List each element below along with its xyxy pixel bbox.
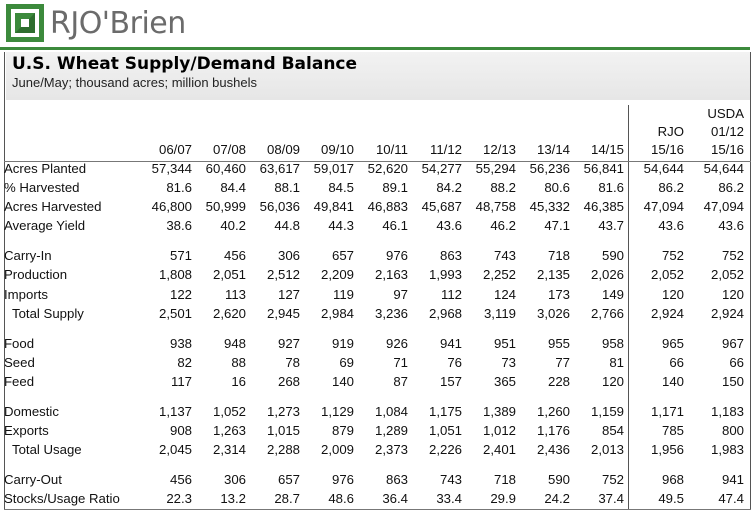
column-header: 01/12 (710, 124, 744, 139)
value-cell: 127 (277, 286, 300, 302)
value-cell: 268 (277, 373, 300, 389)
value-cell: 3,119 (483, 305, 516, 321)
value-cell: 752 (601, 472, 624, 488)
value-cell: 140 (331, 373, 354, 389)
row-label: Acres Harvested (4, 199, 102, 215)
value-cell: 46.1 (382, 218, 408, 234)
value-cell: 863 (439, 248, 462, 264)
value-cell: 1,289 (374, 423, 408, 439)
header-label-cell (4, 123, 138, 141)
value-cell: 47,094 (643, 199, 684, 215)
value-cell: 120 (661, 286, 684, 302)
value-cell: 43.6 (658, 218, 684, 234)
value-cell: 117 (170, 373, 192, 389)
value-cell: 113 (224, 286, 246, 302)
table-row (4, 216, 744, 235)
value-cell: 1,137 (158, 404, 192, 420)
group-spacer (4, 459, 744, 470)
column-header (354, 123, 408, 141)
column-header (408, 123, 462, 141)
value-cell: 46.2 (490, 218, 516, 234)
value-cell: 938 (169, 335, 192, 351)
value-cell: 908 (169, 423, 192, 439)
table-row (4, 285, 744, 304)
value-cell: 743 (493, 248, 516, 264)
value-cell: 2,984 (320, 305, 354, 321)
value-cell: 976 (331, 472, 354, 488)
value-cell: 54,644 (703, 161, 744, 176)
value-cell: 71 (393, 354, 408, 370)
value-cell: 657 (277, 472, 300, 488)
value-cell: 2,766 (590, 305, 624, 321)
value-cell: 87 (393, 373, 408, 389)
table-row (4, 304, 744, 323)
header-row (4, 105, 744, 123)
value-cell: 2,401 (482, 442, 516, 458)
value-cell: 13.2 (220, 491, 246, 507)
value-cell: 919 (331, 335, 354, 351)
value-cell: 47,094 (703, 199, 744, 215)
column-header (138, 123, 192, 141)
row-label: Total Supply (12, 305, 84, 321)
value-cell: 800 (721, 423, 744, 439)
column-header: 08/09 (266, 142, 300, 157)
table-row (4, 421, 744, 440)
value-cell: 306 (223, 472, 246, 488)
column-header (300, 123, 354, 141)
value-cell: 54,644 (643, 161, 684, 176)
table-row (4, 178, 744, 197)
value-cell: 976 (385, 248, 408, 264)
value-cell: 718 (493, 472, 516, 488)
header-label-cell (4, 141, 138, 159)
value-cell: 124 (493, 286, 516, 302)
bottom-border (4, 509, 751, 510)
value-cell: 44.3 (328, 218, 354, 234)
value-cell: 119 (332, 286, 354, 302)
value-cell: 1,263 (212, 423, 246, 439)
value-cell: 150 (721, 373, 744, 389)
value-cell: 140 (661, 373, 684, 389)
value-cell: 63,617 (259, 161, 300, 176)
value-cell: 112 (440, 286, 462, 302)
value-cell: 1,084 (374, 404, 408, 420)
value-cell: 46,883 (367, 199, 408, 215)
right-border (750, 52, 751, 510)
value-cell: 752 (661, 248, 684, 264)
value-cell: 86.2 (718, 180, 744, 196)
value-cell: 37.4 (598, 491, 624, 507)
value-cell: 2,288 (266, 442, 300, 458)
value-cell: 958 (601, 335, 624, 351)
value-cell: 56,841 (583, 161, 624, 176)
value-cell: 2,209 (320, 267, 354, 283)
value-cell: 47.4 (718, 491, 744, 507)
value-cell: 2,135 (536, 267, 570, 283)
value-cell: 173 (547, 286, 570, 302)
spacer-cell (4, 459, 744, 470)
value-cell: 2,026 (590, 267, 624, 283)
supply-demand-table (4, 105, 744, 509)
value-cell: 951 (493, 335, 516, 351)
value-cell: 46,385 (583, 199, 624, 215)
value-cell: 46,800 (151, 199, 192, 215)
value-cell: 752 (721, 248, 744, 264)
value-cell: 1,260 (536, 404, 570, 420)
value-cell: 1,273 (266, 404, 300, 420)
column-header: 11/12 (429, 142, 462, 157)
header-divider (0, 47, 750, 50)
value-cell: 66 (729, 354, 744, 370)
value-cell: 84.2 (436, 180, 462, 196)
value-cell: 88 (231, 354, 246, 370)
value-cell: 48.6 (328, 491, 354, 507)
value-cell: 43.6 (436, 218, 462, 234)
value-cell: 88.2 (490, 180, 516, 196)
table-row (4, 159, 744, 178)
value-cell: 1,956 (650, 442, 684, 458)
page-subtitle: June/May; thousand acres; million bushels (12, 75, 257, 90)
value-cell: 52,620 (367, 161, 408, 176)
table-row (4, 489, 744, 508)
column-header: 10/11 (375, 142, 408, 157)
value-cell: 657 (331, 248, 354, 264)
row-label: Domestic (4, 404, 59, 420)
header-row (4, 141, 744, 159)
value-cell: 81.6 (166, 180, 192, 196)
value-cell: 306 (277, 248, 300, 264)
table-row (4, 265, 744, 284)
column-header: 14/15 (590, 142, 624, 157)
value-cell: 149 (601, 286, 624, 302)
row-label: Feed (4, 373, 35, 389)
value-cell: 76 (447, 354, 462, 370)
value-cell: 24.2 (544, 491, 570, 507)
group-spacer (4, 391, 744, 402)
group-spacer (4, 323, 744, 334)
value-cell: 2,252 (482, 267, 516, 283)
value-cell: 86.2 (658, 180, 684, 196)
table-row (4, 334, 744, 353)
value-cell: 365 (493, 373, 516, 389)
value-cell: 590 (547, 472, 570, 488)
value-cell: 49,841 (313, 199, 354, 215)
value-cell: 2,013 (590, 442, 624, 458)
row-label: Exports (4, 423, 49, 439)
value-cell: 785 (661, 423, 684, 439)
value-cell: 157 (439, 373, 462, 389)
value-cell: 571 (169, 248, 192, 264)
column-header (570, 105, 624, 123)
value-cell: 1,052 (212, 404, 246, 420)
value-cell: 48,758 (475, 199, 516, 215)
row-label: Production (4, 267, 68, 283)
spacer-cell (4, 235, 744, 246)
column-header (354, 105, 408, 123)
row-label: Carry-Out (4, 472, 62, 488)
value-cell: 1,983 (710, 442, 744, 458)
value-cell: 33.4 (436, 491, 462, 507)
value-cell: 1,808 (158, 267, 192, 283)
value-cell: 43.6 (718, 218, 744, 234)
value-cell: 854 (601, 423, 624, 439)
spacer-cell (4, 391, 744, 402)
table-row (4, 246, 744, 265)
column-header (192, 105, 246, 123)
value-cell: 57,344 (151, 161, 192, 176)
value-cell: 456 (223, 248, 246, 264)
column-header: 12/13 (482, 142, 516, 157)
value-cell: 967 (721, 335, 744, 351)
value-cell: 78 (285, 354, 300, 370)
value-cell: 3,236 (374, 305, 408, 321)
column-header (192, 123, 246, 141)
value-cell: 73 (501, 354, 516, 370)
value-cell: 2,945 (266, 305, 300, 321)
value-cell: 2,051 (212, 267, 246, 283)
column-header: USDA (707, 106, 744, 121)
value-cell: 120 (601, 373, 624, 389)
value-cell: 45,332 (529, 199, 570, 215)
column-header (516, 105, 570, 123)
column-header: 13/14 (536, 142, 570, 157)
column-header (300, 105, 354, 123)
value-cell: 81.6 (598, 180, 624, 196)
value-cell: 80.6 (544, 180, 570, 196)
value-cell: 55,294 (475, 161, 516, 176)
column-header (462, 123, 516, 141)
value-cell: 879 (331, 423, 354, 439)
group-spacer (4, 235, 744, 246)
value-cell: 1,171 (650, 404, 684, 420)
value-cell: 743 (439, 472, 462, 488)
value-cell: 43.7 (598, 218, 624, 234)
column-header (570, 123, 624, 141)
column-header (246, 105, 300, 123)
value-cell: 122 (169, 286, 192, 302)
value-cell: 2,052 (650, 267, 684, 283)
value-cell: 16 (231, 373, 246, 389)
value-cell: 926 (385, 335, 408, 351)
value-cell: 2,512 (266, 267, 300, 283)
value-cell: 50,999 (205, 199, 246, 215)
value-cell: 36.4 (382, 491, 408, 507)
value-cell: 2,314 (212, 442, 246, 458)
value-cell: 1,159 (590, 404, 624, 420)
value-cell: 2,436 (536, 442, 570, 458)
row-label: % Harvested (4, 180, 80, 196)
value-cell: 941 (721, 472, 744, 488)
value-cell: 77 (555, 354, 570, 370)
row-label: Imports (4, 286, 48, 302)
value-cell: 29.9 (490, 491, 516, 507)
column-header (516, 123, 570, 141)
value-cell: 82 (177, 354, 192, 370)
value-cell: 2,052 (710, 267, 744, 283)
value-cell: 1,176 (536, 423, 570, 439)
value-cell: 89.1 (382, 180, 408, 196)
column-header (408, 105, 462, 123)
column-header (138, 105, 192, 123)
value-cell: 69 (339, 354, 354, 370)
column-header: RJO (657, 124, 684, 139)
value-cell: 456 (169, 472, 192, 488)
value-cell: 120 (721, 286, 744, 302)
value-cell: 84.5 (328, 180, 354, 196)
value-cell: 2,009 (320, 442, 354, 458)
value-cell: 45,687 (421, 199, 462, 215)
value-cell: 47.1 (544, 218, 570, 234)
value-cell: 718 (547, 248, 570, 264)
value-cell: 84.4 (220, 180, 246, 196)
row-label: Food (4, 335, 35, 351)
value-cell: 2,373 (374, 442, 408, 458)
value-cell: 3,026 (536, 305, 570, 321)
value-cell: 59,017 (313, 161, 354, 176)
row-label: Seed (4, 354, 35, 370)
value-cell: 1,051 (428, 423, 462, 439)
value-cell: 941 (439, 335, 462, 351)
table-row (4, 402, 744, 421)
value-cell: 228 (547, 373, 570, 389)
value-cell: 1,129 (320, 404, 354, 420)
value-cell: 955 (547, 335, 570, 351)
value-cell: 22.3 (166, 491, 192, 507)
value-cell: 2,163 (374, 267, 408, 283)
value-cell: 590 (601, 248, 624, 264)
value-cell: 2,045 (158, 442, 192, 458)
value-cell: 965 (661, 335, 684, 351)
value-cell: 88.1 (274, 180, 300, 196)
value-cell: 1,015 (266, 423, 300, 439)
value-cell: 2,226 (428, 442, 462, 458)
value-cell: 81 (609, 354, 624, 370)
brand-header (0, 0, 756, 50)
page-title: U.S. Wheat Supply/Demand Balance (12, 54, 358, 74)
value-cell: 40.2 (220, 218, 246, 234)
value-cell: 97 (393, 286, 408, 302)
value-cell: 2,620 (212, 305, 246, 321)
brand-name: RJO'Brien (50, 6, 186, 41)
value-cell: 1,012 (482, 423, 516, 439)
header-row (4, 123, 744, 141)
value-cell: 44.8 (274, 218, 300, 234)
value-cell: 60,460 (205, 161, 246, 176)
value-cell: 1,993 (428, 267, 462, 283)
table-row (4, 372, 744, 391)
table-row (4, 353, 744, 372)
value-cell: 2,968 (428, 305, 462, 321)
value-cell: 49.5 (658, 491, 684, 507)
table-row (4, 440, 744, 459)
value-cell: 1,175 (428, 404, 462, 420)
column-header (462, 105, 516, 123)
value-cell: 863 (385, 472, 408, 488)
value-cell: 927 (277, 335, 300, 351)
column-header: 07/08 (212, 142, 246, 157)
column-header: 06/07 (158, 142, 192, 157)
value-cell: 1,389 (482, 404, 516, 420)
value-cell: 2,924 (710, 305, 744, 321)
value-cell: 28.7 (274, 491, 300, 507)
column-header (624, 105, 684, 123)
row-label: Carry-In (4, 248, 52, 264)
value-cell: 968 (661, 472, 684, 488)
header-label-cell (4, 105, 138, 123)
column-header: 15/16 (710, 142, 744, 157)
table-row (4, 470, 744, 489)
column-header: 15/16 (650, 142, 684, 157)
column-header: 09/10 (320, 142, 354, 157)
column-header (246, 123, 300, 141)
row-label: Average Yield (4, 218, 86, 234)
value-cell: 56,036 (259, 199, 300, 215)
value-cell: 2,924 (650, 305, 684, 321)
row-label: Acres Planted (4, 161, 87, 176)
value-cell: 1,183 (710, 404, 744, 420)
value-cell: 948 (223, 335, 246, 351)
row-label: Total Usage (12, 442, 82, 458)
table-row (4, 197, 744, 216)
value-cell: 2,501 (158, 305, 192, 321)
value-cell: 54,277 (421, 161, 462, 176)
row-label: Stocks/Usage Ratio (4, 491, 120, 507)
value-cell: 66 (669, 354, 684, 370)
rjo-square-logo-icon (6, 4, 44, 42)
value-cell: 56,236 (529, 161, 570, 176)
value-cell: 38.6 (166, 218, 192, 234)
spacer-cell (4, 323, 744, 334)
